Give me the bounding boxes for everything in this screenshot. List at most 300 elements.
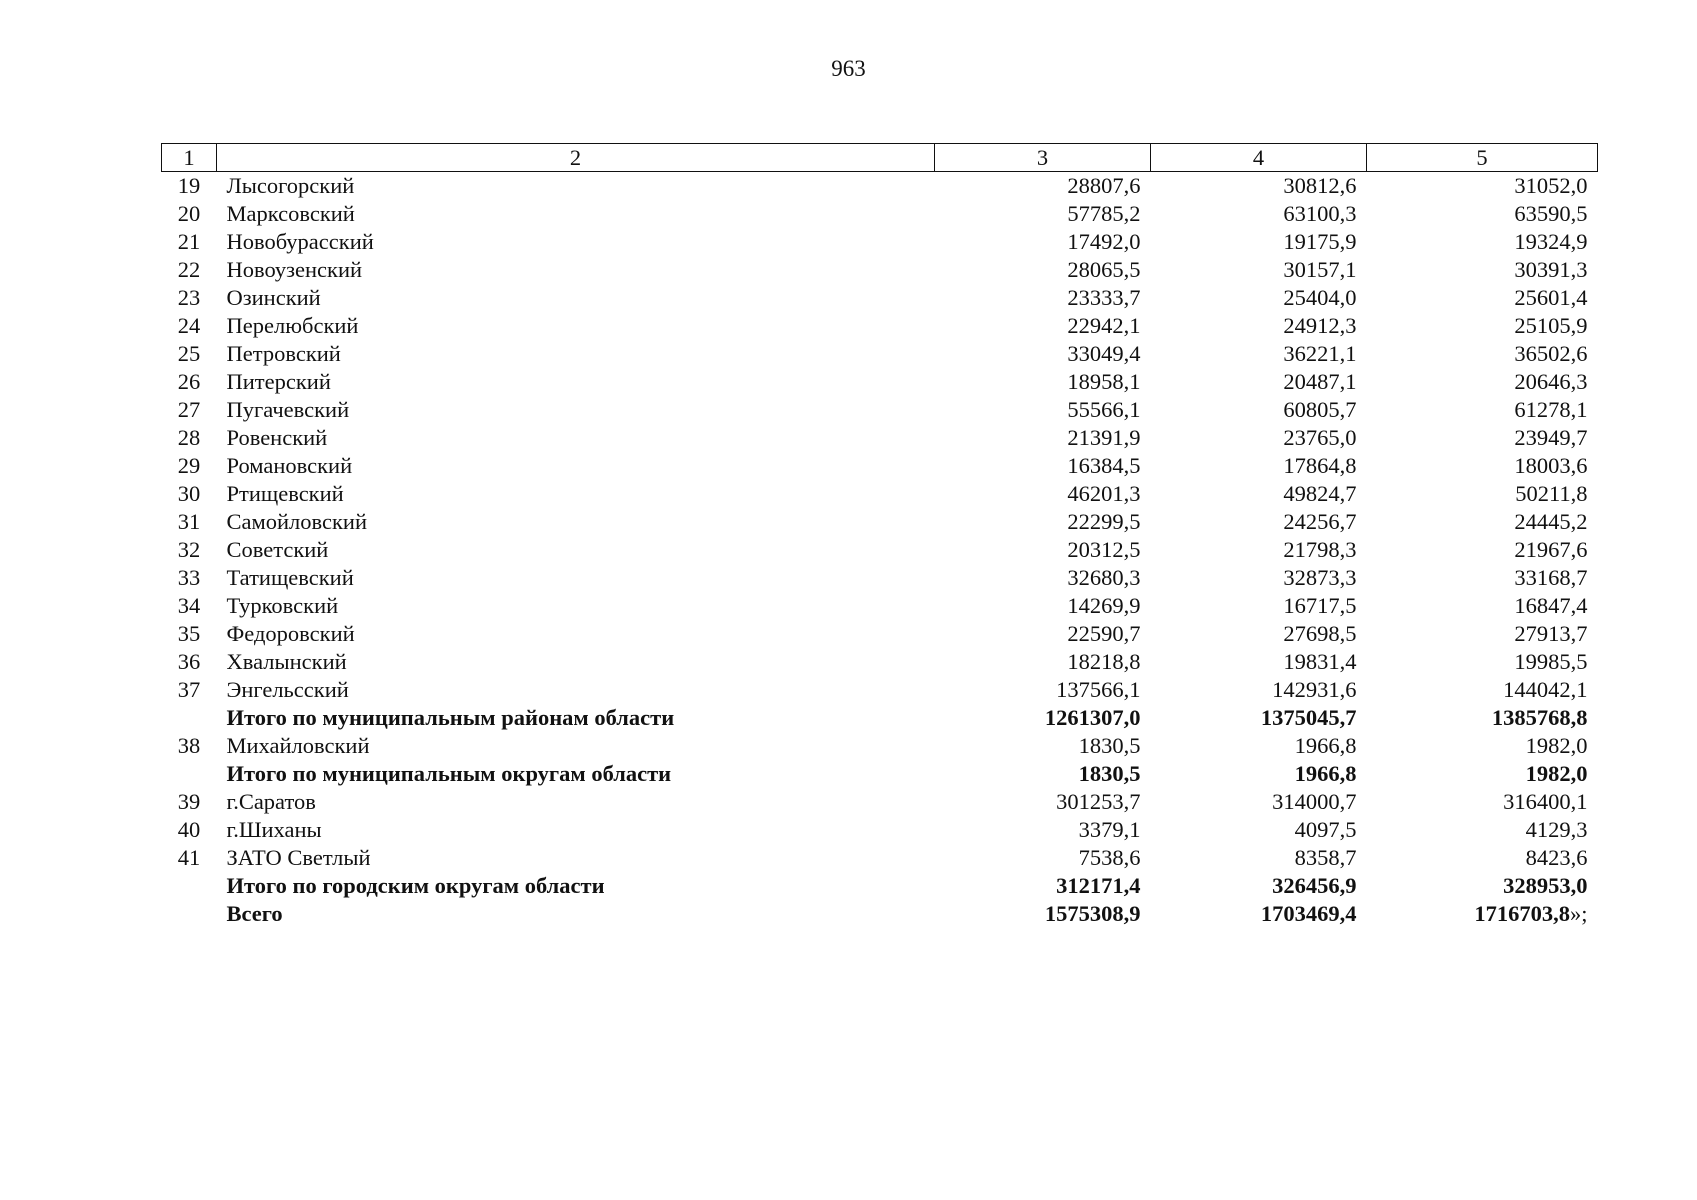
- row-value-col-5-text: 4129,3: [1525, 817, 1588, 842]
- row-value-col-3-text: 7538,6: [1078, 845, 1141, 870]
- row-value-col-5: [1367, 480, 1598, 508]
- header-col-5: 5: [1367, 144, 1598, 172]
- table-row: [162, 648, 1598, 676]
- header-col-2: 2: [217, 144, 935, 172]
- row-name-cell: [217, 284, 935, 312]
- row-value-col-5: [1367, 536, 1598, 564]
- row-name-cell: [217, 760, 935, 788]
- row-number-cell: [162, 368, 217, 396]
- row-name-cell-text: Перелюбский: [226, 313, 359, 338]
- row-number-cell: [162, 172, 217, 201]
- row-value-col-4: [1151, 592, 1367, 620]
- row-value-col-3-text: 1830,5: [1078, 733, 1141, 758]
- row-value-col-5: [1367, 312, 1598, 340]
- row-value-col-4: [1151, 172, 1367, 201]
- row-value-col-4: [1151, 340, 1367, 368]
- row-value-col-5: [1367, 816, 1598, 844]
- row-number-cell-text: 22: [177, 257, 201, 282]
- row-value-col-3: [935, 368, 1151, 396]
- row-value-col-4-text: 17864,8: [1283, 453, 1357, 478]
- table-row: [162, 480, 1598, 508]
- row-value-col-3-text: 1261307,0: [1044, 705, 1141, 730]
- row-name-cell: [217, 788, 935, 816]
- row-number-cell-text: 39: [177, 789, 201, 814]
- row-value-col-3-text: 3379,1: [1078, 817, 1141, 842]
- row-number-cell: [162, 732, 217, 760]
- row-value-col-3-text: 32680,3: [1067, 565, 1141, 590]
- row-value-col-4-text: 326456,9: [1272, 873, 1357, 898]
- table-row: [162, 340, 1598, 368]
- row-name-cell-text: Марксовский: [226, 201, 355, 226]
- row-name-cell: [217, 536, 935, 564]
- row-value-col-5-text: 1716703,8: [1474, 901, 1570, 926]
- row-number-cell: [162, 872, 217, 900]
- row-value-col-4-text: 1966,8: [1294, 761, 1357, 786]
- row-number-cell: [162, 424, 217, 452]
- row-value-col-5-text: 31052,0: [1514, 173, 1588, 198]
- row-number-cell: [162, 564, 217, 592]
- row-value-col-3: [935, 648, 1151, 676]
- budget-table: [161, 143, 1598, 928]
- row-value-col-4: [1151, 816, 1367, 844]
- row-value-col-5: [1367, 788, 1598, 816]
- row-value-col-5-text: 50211,8: [1515, 481, 1588, 506]
- row-value-col-4: [1151, 760, 1367, 788]
- row-value-col-3-text: 55566,1: [1067, 397, 1141, 422]
- row-value-col-5-text: 61278,1: [1514, 397, 1588, 422]
- row-name-cell: [217, 452, 935, 480]
- row-name-cell-text: Самойловский: [226, 509, 367, 534]
- row-name-cell: [217, 480, 935, 508]
- row-number-cell: [162, 816, 217, 844]
- row-number-cell: [162, 760, 217, 788]
- row-value-col-5: [1367, 368, 1598, 396]
- row-value-col-3: [935, 788, 1151, 816]
- row-value-col-4: [1151, 648, 1367, 676]
- closing-quote-suffix: »;: [1569, 901, 1588, 926]
- row-name-cell: [217, 900, 935, 928]
- row-name-cell: [217, 424, 935, 452]
- row-value-col-5: [1367, 704, 1598, 732]
- row-value-col-3-text: 312171,4: [1056, 873, 1141, 898]
- row-value-col-3: [935, 452, 1151, 480]
- row-value-col-4-text: 21798,3: [1283, 537, 1357, 562]
- row-name-cell-text: Федоровский: [226, 621, 355, 646]
- row-value-col-4: [1151, 256, 1367, 284]
- row-value-col-5: [1367, 648, 1598, 676]
- row-value-col-4-text: 30157,1: [1283, 257, 1357, 282]
- row-number-cell-text: 21: [177, 229, 201, 254]
- row-name-cell-text: Итого по муниципальным районам области: [226, 705, 675, 730]
- row-value-col-5-text: 30391,3: [1514, 257, 1588, 282]
- row-value-col-3-text: 46201,3: [1067, 481, 1141, 506]
- row-value-col-3: [935, 284, 1151, 312]
- row-number-cell-text: 30: [177, 481, 201, 506]
- row-value-col-4-text: 20487,1: [1283, 369, 1357, 394]
- row-name-cell-text: Итого по муниципальным округам области: [226, 761, 672, 786]
- row-number-cell: [162, 676, 217, 704]
- row-number-cell-text: 26: [177, 369, 201, 394]
- row-name-cell-text: г.Шиханы: [226, 817, 322, 842]
- row-value-col-5: [1367, 592, 1598, 620]
- table-row: [162, 424, 1598, 452]
- row-name-cell-text: Ровенский: [226, 425, 328, 450]
- row-value-col-3: [935, 900, 1151, 928]
- row-value-col-5: [1367, 844, 1598, 872]
- row-number-cell: [162, 256, 217, 284]
- row-value-col-4-text: 8358,7: [1294, 845, 1357, 870]
- row-name-cell: [217, 508, 935, 536]
- row-value-col-4: [1151, 452, 1367, 480]
- row-value-col-3-text: 28065,5: [1067, 257, 1141, 282]
- row-name-cell: [217, 564, 935, 592]
- row-value-col-5: [1367, 256, 1598, 284]
- row-value-col-4-text: 24912,3: [1283, 313, 1357, 338]
- row-number-cell-text: 24: [177, 313, 201, 338]
- row-name-cell-text: Пугачевский: [226, 397, 350, 422]
- row-value-col-4: [1151, 480, 1367, 508]
- row-value-col-5: [1367, 228, 1598, 256]
- row-value-col-3-text: 137566,1: [1056, 677, 1141, 702]
- table-row: [162, 396, 1598, 424]
- row-value-col-5-text: 25105,9: [1514, 313, 1588, 338]
- row-number-cell: [162, 480, 217, 508]
- row-value-col-5-text: 316400,1: [1503, 789, 1588, 814]
- row-name-cell-text: Питерский: [226, 369, 331, 394]
- header-col-4: 4: [1151, 144, 1367, 172]
- row-value-col-3: [935, 396, 1151, 424]
- row-name-cell: [217, 228, 935, 256]
- row-number-cell: [162, 620, 217, 648]
- row-number-cell-text: 35: [177, 621, 201, 646]
- row-value-col-5-text: 23949,7: [1514, 425, 1588, 450]
- table-row: [162, 788, 1598, 816]
- row-value-col-3: [935, 536, 1151, 564]
- row-value-col-3-text: 22590,7: [1067, 621, 1141, 646]
- row-number-cell-text: 40: [177, 817, 201, 842]
- budget-table-container: [161, 143, 1597, 928]
- row-value-col-4: [1151, 536, 1367, 564]
- row-value-col-5: [1367, 452, 1598, 480]
- row-name-cell: [217, 592, 935, 620]
- row-value-col-4: [1151, 844, 1367, 872]
- row-number-cell: [162, 340, 217, 368]
- row-value-col-5-text: 16847,4: [1514, 593, 1588, 618]
- row-name-cell-text: Новобурасский: [226, 229, 374, 254]
- table-total-row: [162, 872, 1598, 900]
- row-value-col-4: [1151, 732, 1367, 760]
- row-value-col-4-text: 63100,3: [1283, 201, 1357, 226]
- row-name-cell-text: Турковский: [226, 593, 339, 618]
- row-name-cell-text: Хвалынский: [226, 649, 347, 674]
- row-value-col-3-text: 14269,9: [1067, 593, 1141, 618]
- row-value-col-4-text: 24256,7: [1283, 509, 1357, 534]
- table-total-row: [162, 760, 1598, 788]
- header-row: [162, 144, 1598, 172]
- table-row: [162, 312, 1598, 340]
- row-value-col-4: [1151, 620, 1367, 648]
- row-value-col-4: [1151, 200, 1367, 228]
- table-header: [162, 144, 1598, 172]
- row-value-col-4: [1151, 872, 1367, 900]
- row-name-cell-text: Романовский: [226, 453, 353, 478]
- row-value-col-3: [935, 312, 1151, 340]
- table-row: [162, 228, 1598, 256]
- row-value-col-3-text: 1575308,9: [1044, 901, 1141, 926]
- row-value-col-3: [935, 592, 1151, 620]
- row-number-cell-text: 20: [177, 201, 201, 226]
- row-name-cell-text: Ртищевский: [226, 481, 344, 506]
- row-value-col-3: [935, 200, 1151, 228]
- row-number-cell: [162, 312, 217, 340]
- row-name-cell-text: ЗАТО Светлый: [226, 845, 371, 870]
- row-value-col-5-text: 328953,0: [1503, 873, 1588, 898]
- row-value-col-4-text: 27698,5: [1283, 621, 1357, 646]
- row-number-cell-text: 38: [177, 733, 201, 758]
- row-number-cell: [162, 284, 217, 312]
- row-name-cell-text: Энгельсский: [226, 677, 349, 702]
- row-value-col-3: [935, 256, 1151, 284]
- row-number-cell-text: 37: [177, 677, 201, 702]
- table-body: [162, 172, 1598, 929]
- row-number-cell: [162, 648, 217, 676]
- row-name-cell: [217, 256, 935, 284]
- row-value-col-4-text: 25404,0: [1283, 285, 1357, 310]
- row-value-col-5-text: 27913,7: [1514, 621, 1588, 646]
- row-number-cell-text: 29: [177, 453, 201, 478]
- row-name-cell: [217, 732, 935, 760]
- table-row: [162, 844, 1598, 872]
- row-value-col-4-text: 60805,7: [1283, 397, 1357, 422]
- row-value-col-5-text: 25601,4: [1514, 285, 1588, 310]
- row-value-col-4-text: 142931,6: [1272, 677, 1357, 702]
- row-name-cell: [217, 396, 935, 424]
- row-value-col-5: [1367, 172, 1598, 201]
- row-value-col-5-text: 19324,9: [1514, 229, 1588, 254]
- row-value-col-3: [935, 816, 1151, 844]
- row-name-cell: [217, 844, 935, 872]
- row-value-col-3: [935, 424, 1151, 452]
- row-value-col-3-text: 20312,5: [1067, 537, 1141, 562]
- row-value-col-3: [935, 564, 1151, 592]
- row-name-cell: [217, 172, 935, 201]
- row-number-cell: [162, 200, 217, 228]
- row-value-col-4-text: 49824,7: [1283, 481, 1357, 506]
- row-number-cell-text: 28: [177, 425, 201, 450]
- row-number-cell-text: 25: [177, 341, 201, 366]
- row-number-cell: [162, 508, 217, 536]
- row-name-cell: [217, 200, 935, 228]
- row-value-col-3: [935, 508, 1151, 536]
- row-value-col-5: [1367, 900, 1598, 928]
- row-value-col-5: [1367, 508, 1598, 536]
- row-name-cell-text: Лысогорский: [226, 173, 355, 198]
- row-value-col-4-text: 32873,3: [1283, 565, 1357, 590]
- row-value-col-3: [935, 844, 1151, 872]
- row-number-cell: [162, 396, 217, 424]
- row-value-col-4: [1151, 508, 1367, 536]
- row-value-col-4-text: 30812,6: [1283, 173, 1357, 198]
- table-row: [162, 284, 1598, 312]
- row-value-col-4: [1151, 312, 1367, 340]
- row-number-cell: [162, 844, 217, 872]
- table-row: [162, 564, 1598, 592]
- row-value-col-4-text: 19175,9: [1283, 229, 1357, 254]
- row-value-col-3: [935, 480, 1151, 508]
- table-row: [162, 172, 1598, 201]
- row-value-col-4: [1151, 368, 1367, 396]
- row-value-col-3: [935, 620, 1151, 648]
- row-value-col-4-text: 36221,1: [1283, 341, 1357, 366]
- row-value-col-3-text: 18218,8: [1067, 649, 1141, 674]
- row-number-cell: [162, 536, 217, 564]
- row-value-col-5-text: 144042,1: [1503, 677, 1588, 702]
- row-value-col-3: [935, 704, 1151, 732]
- row-value-col-3: [935, 872, 1151, 900]
- row-value-col-5: [1367, 676, 1598, 704]
- row-value-col-3-text: 16384,5: [1067, 453, 1141, 478]
- row-value-col-4: [1151, 564, 1367, 592]
- row-name-cell-text: Новоузенский: [226, 257, 363, 282]
- row-number-cell: [162, 900, 217, 928]
- row-value-col-4-text: 4097,5: [1294, 817, 1357, 842]
- row-value-col-3-text: 17492,0: [1067, 229, 1141, 254]
- row-value-col-4-text: 16717,5: [1283, 593, 1357, 618]
- row-value-col-3-text: 21391,9: [1067, 425, 1141, 450]
- table-total-row: [162, 900, 1598, 928]
- row-name-cell: [217, 648, 935, 676]
- row-name-cell-text: Озинский: [226, 285, 321, 310]
- row-name-cell-text: Итого по городским округам области: [226, 873, 605, 898]
- row-value-col-5: [1367, 872, 1598, 900]
- row-number-cell-text: 27: [177, 397, 201, 422]
- row-value-col-4: [1151, 424, 1367, 452]
- row-value-col-5: [1367, 396, 1598, 424]
- row-value-col-3-text: 23333,7: [1067, 285, 1141, 310]
- row-value-col-5: [1367, 200, 1598, 228]
- row-value-col-5: [1367, 564, 1598, 592]
- row-value-col-5-text: 63590,5: [1514, 201, 1588, 226]
- row-number-cell-text: 23: [177, 285, 201, 310]
- table-total-row: [162, 704, 1598, 732]
- row-value-col-3-text: 22942,1: [1067, 313, 1141, 338]
- row-name-cell-text: Советский: [226, 537, 329, 562]
- page-number: 963: [831, 56, 866, 81]
- table-row: [162, 452, 1598, 480]
- row-value-col-5-text: 1982,0: [1525, 761, 1588, 786]
- row-number-cell: [162, 452, 217, 480]
- row-value-col-5: [1367, 340, 1598, 368]
- row-value-col-4-text: 1375045,7: [1260, 705, 1357, 730]
- table-row: [162, 816, 1598, 844]
- row-number-cell-text: 31: [177, 509, 201, 534]
- row-number-cell-text: 34: [177, 593, 201, 618]
- table-row: [162, 676, 1598, 704]
- row-name-cell: [217, 368, 935, 396]
- row-value-col-3-text: 57785,2: [1067, 201, 1141, 226]
- row-number-cell-text: 36: [177, 649, 201, 674]
- row-value-col-4: [1151, 900, 1367, 928]
- row-value-col-5: [1367, 760, 1598, 788]
- row-value-col-5-text: 24445,2: [1514, 509, 1588, 534]
- row-number-cell-text: 32: [177, 537, 201, 562]
- row-name-cell-text: Петровский: [226, 341, 341, 366]
- row-value-col-5-text: 19985,5: [1514, 649, 1588, 674]
- header-col-3: 3: [935, 144, 1151, 172]
- row-value-col-3: [935, 228, 1151, 256]
- table-row: [162, 200, 1598, 228]
- table-row: [162, 536, 1598, 564]
- row-number-cell-text: 19: [177, 173, 201, 198]
- row-value-col-4: [1151, 396, 1367, 424]
- row-name-cell: [217, 340, 935, 368]
- row-value-col-5-text: 21967,6: [1514, 537, 1588, 562]
- row-value-col-5: [1367, 424, 1598, 452]
- row-number-cell-text: 33: [177, 565, 201, 590]
- row-name-cell: [217, 312, 935, 340]
- row-number-cell: [162, 704, 217, 732]
- row-name-cell-text: Всего: [226, 901, 283, 926]
- row-value-col-3: [935, 760, 1151, 788]
- row-value-col-3: [935, 172, 1151, 201]
- row-value-col-3: [935, 340, 1151, 368]
- row-name-cell: [217, 872, 935, 900]
- row-number-cell: [162, 592, 217, 620]
- table-row: [162, 732, 1598, 760]
- row-value-col-5-text: 18003,6: [1514, 453, 1588, 478]
- row-value-col-5-text: 1385768,8: [1491, 705, 1588, 730]
- row-name-cell-text: г.Саратов: [226, 789, 316, 814]
- row-value-col-3-text: 18958,1: [1067, 369, 1141, 394]
- row-name-cell-text: Михайловский: [226, 733, 370, 758]
- row-value-col-5-text: 1982,0: [1525, 733, 1588, 758]
- row-number-cell: [162, 228, 217, 256]
- row-value-col-5-text: 20646,3: [1514, 369, 1588, 394]
- row-value-col-3-text: 33049,4: [1067, 341, 1141, 366]
- row-name-cell: [217, 620, 935, 648]
- row-value-col-4-text: 314000,7: [1272, 789, 1357, 814]
- row-value-col-4: [1151, 788, 1367, 816]
- table-row: [162, 368, 1598, 396]
- table-row: [162, 256, 1598, 284]
- table-row: [162, 508, 1598, 536]
- row-value-col-4: [1151, 284, 1367, 312]
- row-value-col-3-text: 22299,5: [1067, 509, 1141, 534]
- row-name-cell: [217, 704, 935, 732]
- row-value-col-5-text: 33168,7: [1514, 565, 1588, 590]
- header-col-1: 1: [162, 144, 217, 172]
- row-name-cell-text: Татищевский: [226, 565, 354, 590]
- row-name-cell: [217, 816, 935, 844]
- row-value-col-5: [1367, 620, 1598, 648]
- row-number-cell-text: 41: [177, 845, 201, 870]
- row-value-col-5: [1367, 732, 1598, 760]
- table-row: [162, 620, 1598, 648]
- row-value-col-3-text: 301253,7: [1056, 789, 1141, 814]
- row-value-col-4-text: 19831,4: [1283, 649, 1357, 674]
- table-row: [162, 592, 1598, 620]
- row-value-col-4: [1151, 704, 1367, 732]
- row-value-col-4: [1151, 228, 1367, 256]
- row-name-cell: [217, 676, 935, 704]
- row-value-col-5: [1367, 284, 1598, 312]
- row-value-col-3-text: 28807,6: [1067, 173, 1141, 198]
- row-value-col-5-text: 8423,6: [1525, 845, 1588, 870]
- row-value-col-4: [1151, 676, 1367, 704]
- row-value-col-4-text: 23765,0: [1283, 425, 1357, 450]
- row-value-col-4-text: 1703469,4: [1260, 901, 1357, 926]
- row-value-col-5-text: 36502,6: [1514, 341, 1588, 366]
